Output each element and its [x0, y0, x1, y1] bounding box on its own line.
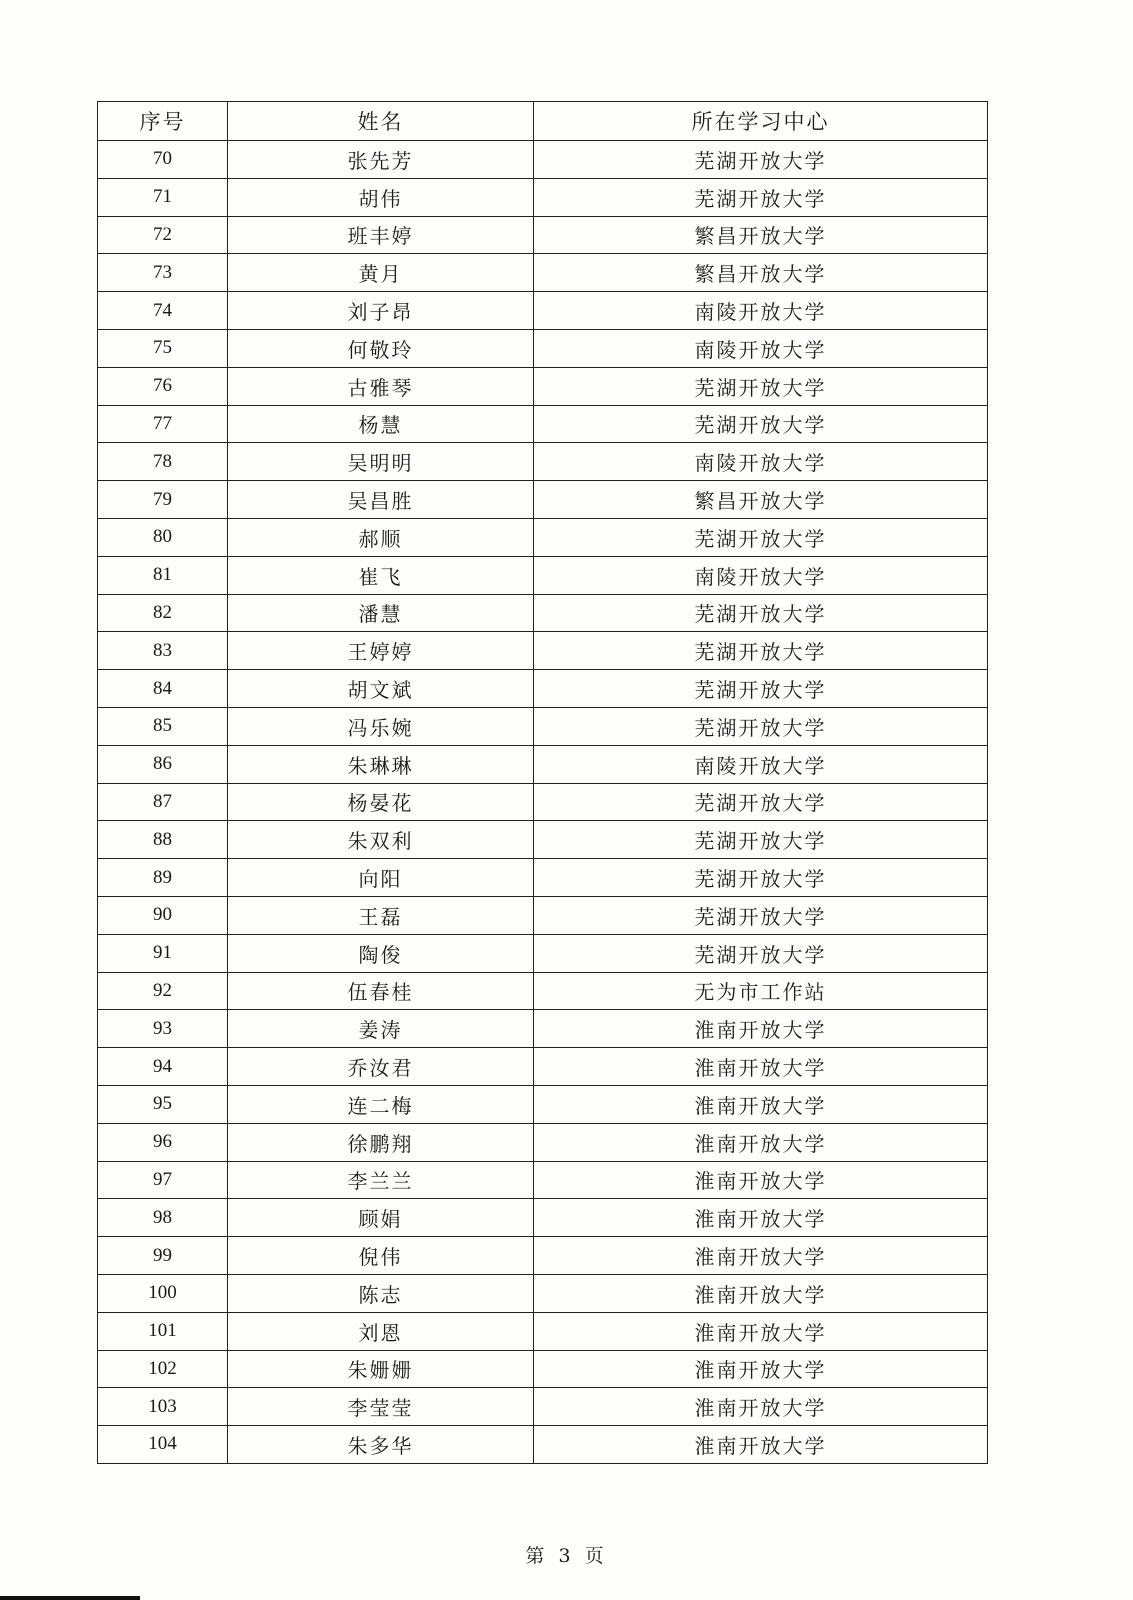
cell-learning-center: 芜湖开放大学	[534, 934, 988, 972]
cell-learning-center: 淮南开放大学	[534, 1350, 988, 1388]
cell-name: 陶俊	[228, 934, 534, 972]
header-learning-center: 所在学习中心	[534, 102, 988, 141]
cell-serial-number: 87	[98, 783, 228, 821]
cell-serial-number: 101	[98, 1312, 228, 1350]
cell-serial-number: 103	[98, 1388, 228, 1426]
cell-serial-number: 91	[98, 934, 228, 972]
cell-serial-number: 93	[98, 1010, 228, 1048]
table-row	[98, 1085, 988, 1123]
table-row	[98, 292, 988, 330]
cell-name: 李莹莹	[228, 1388, 534, 1426]
cell-name: 伍春桂	[228, 972, 534, 1010]
cell-learning-center: 淮南开放大学	[534, 1237, 988, 1275]
cell-serial-number: 88	[98, 821, 228, 859]
table-row	[98, 405, 988, 443]
table-row	[98, 670, 988, 708]
table-row	[98, 1350, 988, 1388]
cell-serial-number: 89	[98, 859, 228, 897]
table-row	[98, 821, 988, 859]
cell-serial-number: 85	[98, 707, 228, 745]
cell-learning-center: 无为市工作站	[534, 972, 988, 1010]
cell-name: 吴昌胜	[228, 481, 534, 519]
cell-name: 朱多华	[228, 1426, 534, 1464]
table-row	[98, 1123, 988, 1161]
cell-serial-number: 83	[98, 632, 228, 670]
table-row	[98, 934, 988, 972]
cell-name: 刘子昂	[228, 292, 534, 330]
cell-name: 冯乐婉	[228, 707, 534, 745]
table-row	[98, 896, 988, 934]
cell-name: 杨慧	[228, 405, 534, 443]
cell-serial-number: 81	[98, 556, 228, 594]
cell-serial-number: 104	[98, 1426, 228, 1464]
cell-serial-number: 100	[98, 1274, 228, 1312]
roster-table	[97, 101, 988, 1464]
cell-learning-center: 淮南开放大学	[534, 1274, 988, 1312]
roster-table-container	[97, 101, 987, 1464]
cell-serial-number: 99	[98, 1237, 228, 1275]
cell-serial-number: 96	[98, 1123, 228, 1161]
cell-serial-number: 73	[98, 254, 228, 292]
cell-name: 古雅琴	[228, 367, 534, 405]
page-number: 第 3 页	[525, 1545, 608, 1567]
cell-learning-center: 芜湖开放大学	[534, 178, 988, 216]
table-row	[98, 178, 988, 216]
cell-serial-number: 79	[98, 481, 228, 519]
table-row	[98, 972, 988, 1010]
table-row	[98, 707, 988, 745]
cell-serial-number: 84	[98, 670, 228, 708]
table-body	[98, 141, 988, 1464]
table-row	[98, 1237, 988, 1275]
cell-learning-center: 淮南开放大学	[534, 1161, 988, 1199]
cell-name: 杨晏花	[228, 783, 534, 821]
cell-serial-number: 71	[98, 178, 228, 216]
cell-learning-center: 繁昌开放大学	[534, 254, 988, 292]
cell-learning-center: 淮南开放大学	[534, 1388, 988, 1426]
cell-learning-center: 芜湖开放大学	[534, 632, 988, 670]
cell-serial-number: 97	[98, 1161, 228, 1199]
table-row	[98, 632, 988, 670]
cell-serial-number: 70	[98, 141, 228, 179]
table-row	[98, 1048, 988, 1086]
cell-learning-center: 南陵开放大学	[534, 329, 988, 367]
cell-learning-center: 淮南开放大学	[534, 1199, 988, 1237]
cell-name: 向阳	[228, 859, 534, 897]
cell-serial-number: 77	[98, 405, 228, 443]
cell-learning-center: 南陵开放大学	[534, 443, 988, 481]
cell-learning-center: 淮南开放大学	[534, 1048, 988, 1086]
cell-learning-center: 芜湖开放大学	[534, 783, 988, 821]
table-row	[98, 1388, 988, 1426]
cell-name: 顾娟	[228, 1199, 534, 1237]
cell-learning-center: 淮南开放大学	[534, 1426, 988, 1464]
cell-serial-number: 76	[98, 367, 228, 405]
cell-learning-center: 南陵开放大学	[534, 292, 988, 330]
table-row	[98, 1426, 988, 1464]
table-row	[98, 1199, 988, 1237]
cell-name: 连二梅	[228, 1085, 534, 1123]
cell-learning-center: 芜湖开放大学	[534, 367, 988, 405]
table-row	[98, 216, 988, 254]
cell-name: 李兰兰	[228, 1161, 534, 1199]
cell-name: 刘恩	[228, 1312, 534, 1350]
cell-name: 郝顺	[228, 518, 534, 556]
cell-name: 黄月	[228, 254, 534, 292]
cell-serial-number: 92	[98, 972, 228, 1010]
cell-learning-center: 繁昌开放大学	[534, 481, 988, 519]
table-row	[98, 1312, 988, 1350]
cell-name: 吴明明	[228, 443, 534, 481]
cell-learning-center: 淮南开放大学	[534, 1123, 988, 1161]
table-row	[98, 594, 988, 632]
cell-name: 徐鹏翔	[228, 1123, 534, 1161]
cell-serial-number: 72	[98, 216, 228, 254]
cell-learning-center: 芜湖开放大学	[534, 518, 988, 556]
table-row	[98, 481, 988, 519]
cell-name: 王磊	[228, 896, 534, 934]
cell-name: 张先芳	[228, 141, 534, 179]
table-header-row	[98, 102, 988, 141]
cell-serial-number: 82	[98, 594, 228, 632]
cell-serial-number: 95	[98, 1085, 228, 1123]
cell-name: 朱琳琳	[228, 745, 534, 783]
cell-name: 何敬玲	[228, 329, 534, 367]
cell-name: 王婷婷	[228, 632, 534, 670]
cell-learning-center: 南陵开放大学	[534, 556, 988, 594]
table-row	[98, 1161, 988, 1199]
table-row	[98, 1010, 988, 1048]
cell-learning-center: 芜湖开放大学	[534, 859, 988, 897]
cell-serial-number: 75	[98, 329, 228, 367]
cell-learning-center: 芜湖开放大学	[534, 594, 988, 632]
cell-name: 朱双利	[228, 821, 534, 859]
scan-edge-mark	[0, 1596, 140, 1600]
cell-learning-center: 淮南开放大学	[534, 1312, 988, 1350]
table-row	[98, 556, 988, 594]
cell-name: 胡文斌	[228, 670, 534, 708]
cell-learning-center: 芜湖开放大学	[534, 405, 988, 443]
table-row	[98, 141, 988, 179]
cell-serial-number: 78	[98, 443, 228, 481]
cell-serial-number: 102	[98, 1350, 228, 1388]
table-row	[98, 367, 988, 405]
cell-learning-center: 芜湖开放大学	[534, 670, 988, 708]
cell-name: 倪伟	[228, 1237, 534, 1275]
header-name: 姓名	[228, 102, 534, 141]
cell-learning-center: 芜湖开放大学	[534, 141, 988, 179]
cell-name: 乔汝君	[228, 1048, 534, 1086]
cell-serial-number: 90	[98, 896, 228, 934]
cell-serial-number: 86	[98, 745, 228, 783]
cell-learning-center: 芜湖开放大学	[534, 707, 988, 745]
cell-learning-center: 南陵开放大学	[534, 745, 988, 783]
cell-serial-number: 98	[98, 1199, 228, 1237]
cell-name: 姜涛	[228, 1010, 534, 1048]
table-row	[98, 329, 988, 367]
cell-learning-center: 芜湖开放大学	[534, 896, 988, 934]
table-row	[98, 1274, 988, 1312]
cell-name: 班丰婷	[228, 216, 534, 254]
cell-name: 崔飞	[228, 556, 534, 594]
table-row	[98, 783, 988, 821]
cell-name: 陈志	[228, 1274, 534, 1312]
cell-serial-number: 80	[98, 518, 228, 556]
cell-learning-center: 芜湖开放大学	[534, 821, 988, 859]
cell-name: 胡伟	[228, 178, 534, 216]
cell-serial-number: 74	[98, 292, 228, 330]
cell-learning-center: 淮南开放大学	[534, 1010, 988, 1048]
table-row	[98, 518, 988, 556]
cell-name: 朱姗姗	[228, 1350, 534, 1388]
cell-name: 潘慧	[228, 594, 534, 632]
table-row	[98, 254, 988, 292]
cell-serial-number: 94	[98, 1048, 228, 1086]
cell-learning-center: 淮南开放大学	[534, 1085, 988, 1123]
cell-learning-center: 繁昌开放大学	[534, 216, 988, 254]
table-row	[98, 859, 988, 897]
header-serial-number: 序号	[98, 102, 228, 141]
table-row	[98, 443, 988, 481]
table-row	[98, 745, 988, 783]
